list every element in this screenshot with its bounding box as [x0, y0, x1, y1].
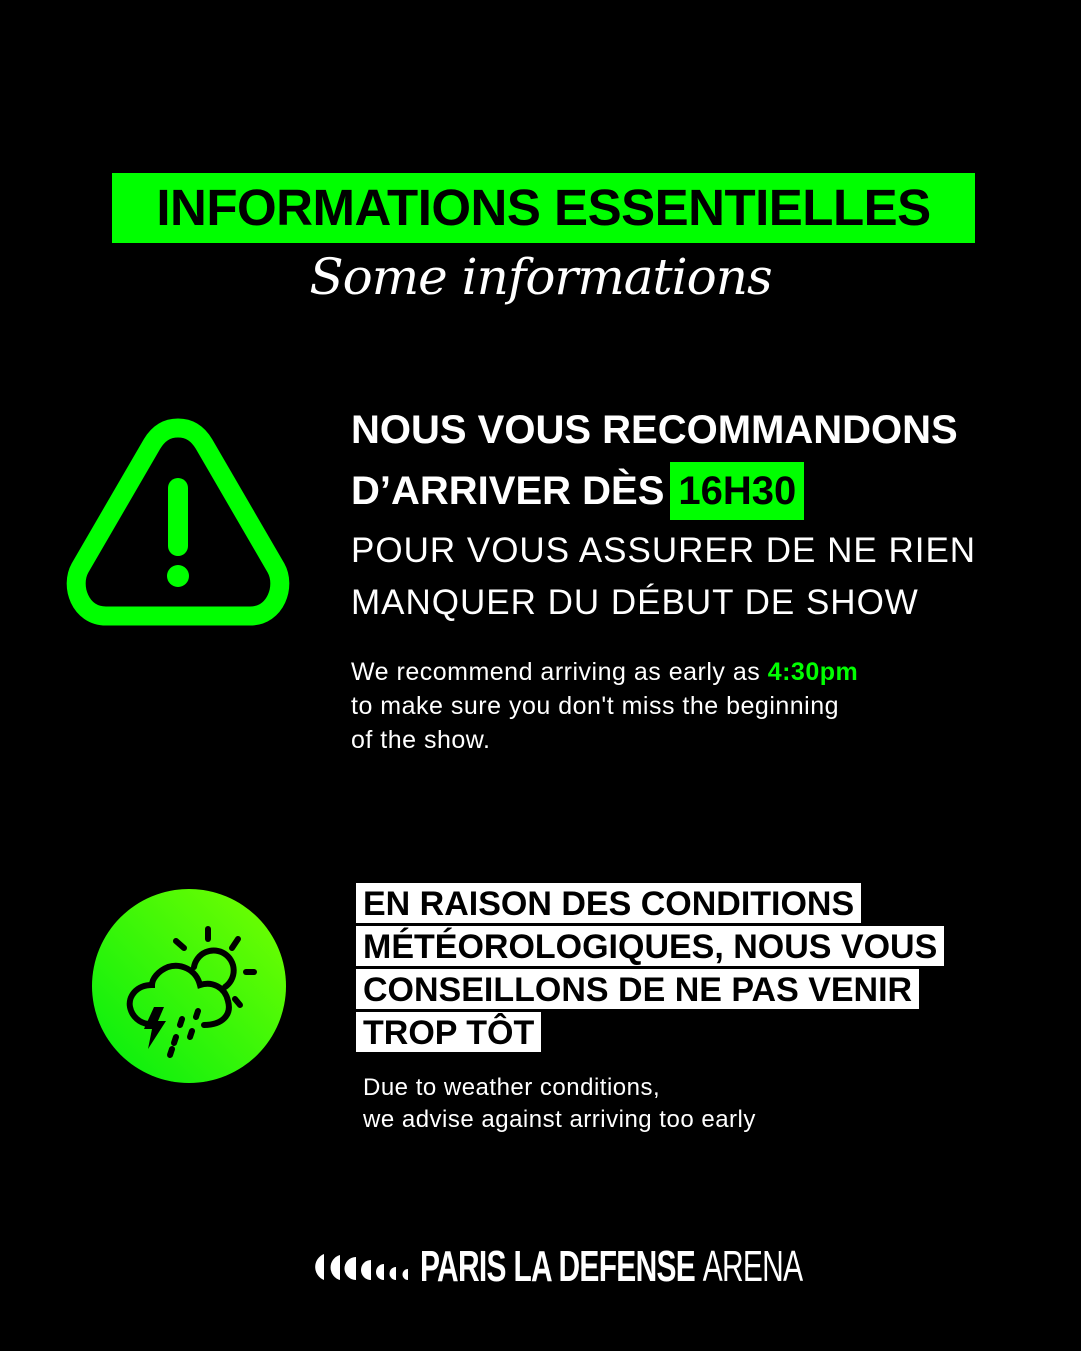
arrival-heading-line2: [351, 462, 804, 520]
arrival-line4: MANQUER DU DÉBUT DE SHOW: [351, 583, 919, 622]
logo-text-bold: PARIS LA DEFENSE: [420, 1242, 696, 1291]
arrival-heading-line1: NOUS VOUS RECOMMANDONS: [351, 408, 958, 452]
weather-en-line2: we advise against arriving too early: [363, 1106, 756, 1133]
arrival-line3: POUR VOUS ASSURER DE NE RIEN: [351, 531, 977, 570]
logo-text-thin: ARENA: [702, 1242, 803, 1291]
storm-sun-icon: [92, 889, 286, 1083]
arrival-time-badge: 16H30: [670, 462, 804, 520]
arrival-en-prefix: We recommend arriving as early as: [351, 658, 768, 686]
weather-heading-line4: TROP TÔT: [356, 1012, 541, 1052]
arrival-english-text: [351, 655, 991, 757]
weather-en-line1: Due to weather conditions,: [363, 1074, 661, 1101]
page-subtitle: Some informations: [309, 248, 772, 306]
weather-english-text: [363, 1072, 756, 1136]
arena-logo: [310, 1242, 982, 1291]
arrival-en-line2: to make sure you don't miss the beginning: [351, 692, 840, 720]
page-title: INFORMATIONS ESSENTIELLES: [112, 173, 975, 243]
logo-mark-icon: [310, 1252, 410, 1282]
weather-heading-line1: EN RAISON DES CONDITIONS: [356, 883, 861, 923]
arrival-heading-prefix: D’ARRIVER DÈS: [351, 469, 665, 513]
arrival-en-line3: of the show.: [351, 726, 491, 754]
warning-triangle-icon: [66, 416, 290, 630]
weather-heading-line3: CONSEILLONS DE NE PAS VENIR: [356, 969, 919, 1009]
arrival-en-time: 4:30pm: [767, 658, 859, 686]
weather-heading-line2: MÉTÉOROLOGIQUES, NOUS VOUS: [356, 926, 944, 966]
logo-text: [420, 1242, 802, 1292]
